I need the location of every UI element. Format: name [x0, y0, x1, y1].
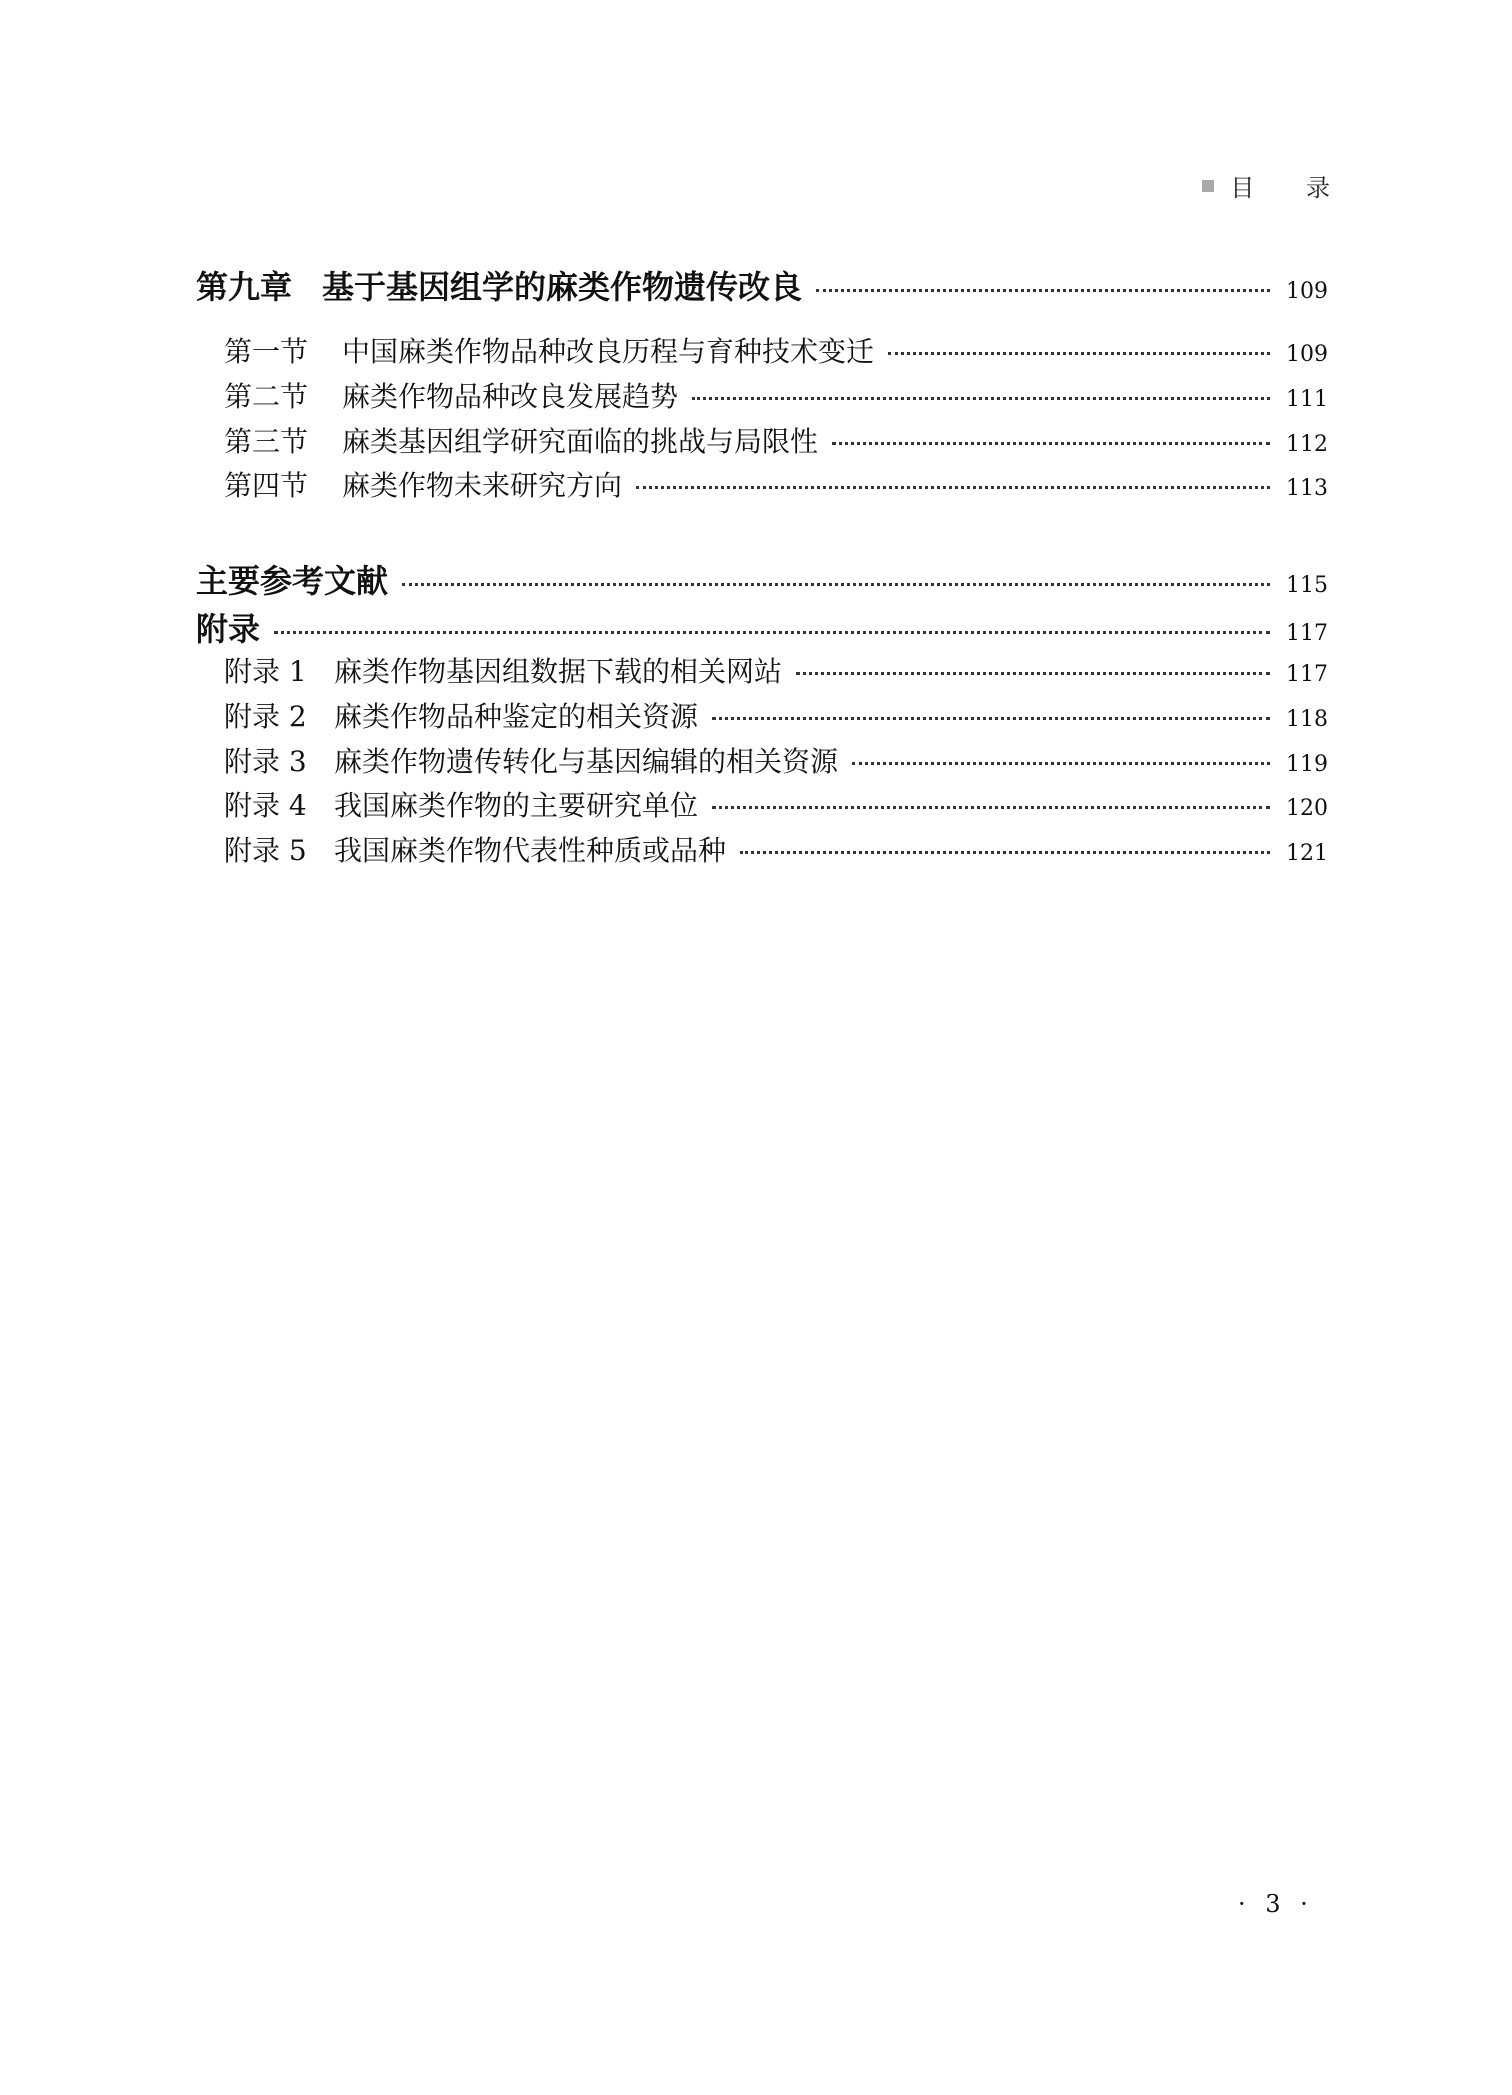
page-number: 117: [1286, 662, 1328, 687]
section-number: 第三节: [224, 425, 309, 458]
toc-entry-appendix-4[interactable]: [0, 784, 1512, 824]
references-title: 主要参考文献: [196, 562, 389, 600]
dot-leader: [832, 442, 1270, 445]
dot-leader: [274, 631, 1270, 634]
toc-entry-appendix-1[interactable]: [0, 650, 1512, 690]
chapter-title: 基于基因组学的麻类作物遗传改良: [322, 268, 803, 306]
running-header-title: 目 录: [1230, 174, 1352, 202]
toc-entry-section-3[interactable]: [0, 420, 1512, 460]
toc-entry-section-2[interactable]: [0, 375, 1512, 415]
section-number: 第二节: [224, 380, 309, 413]
appendix-number: 附录 3: [224, 745, 307, 778]
toc-entry-appendix-2[interactable]: [0, 695, 1512, 735]
appendix-title: 附录: [196, 610, 261, 648]
toc-entry-appendix-5[interactable]: [0, 829, 1512, 869]
dot-leader: [740, 851, 1270, 854]
page-number: 121: [1286, 841, 1328, 866]
page-number: 112: [1286, 432, 1328, 457]
section-title: 麻类基因组学研究面临的挑战与局限性: [342, 425, 819, 458]
toc-entry-appendix[interactable]: [0, 604, 1512, 650]
running-header: [1202, 168, 1352, 203]
page-number: 111: [1286, 387, 1328, 412]
toc-entry-chapter-9[interactable]: [0, 262, 1512, 308]
section-number: 第一节: [224, 335, 309, 368]
appendix-item-title: 我国麻类作物代表性种质或品种: [334, 834, 727, 867]
page-number: 109: [1286, 279, 1328, 304]
page-number: 117: [1286, 621, 1328, 646]
dot-leader: [712, 806, 1270, 809]
page-number: 119: [1286, 752, 1328, 777]
page-number: 115: [1286, 573, 1328, 598]
chapter-number: 第九章: [196, 268, 293, 306]
dot-leader: [796, 672, 1270, 675]
page-number: 113: [1286, 476, 1328, 501]
appendix-number: 附录 5: [224, 834, 307, 867]
page-number: 109: [1286, 342, 1328, 367]
dot-leader: [402, 583, 1270, 586]
section-number: 第四节: [224, 469, 309, 502]
section-title: 麻类作物未来研究方向: [342, 469, 623, 502]
section-title: 中国麻类作物品种改良历程与育种技术变迁: [342, 335, 875, 368]
appendix-item-title: 麻类作物基因组数据下载的相关网站: [334, 655, 783, 688]
page-number: 120: [1286, 796, 1328, 821]
toc-entry-appendix-3[interactable]: [0, 740, 1512, 780]
appendix-item-title: 麻类作物品种鉴定的相关资源: [334, 700, 699, 733]
dot-leader: [712, 717, 1270, 720]
dot-leader: [816, 289, 1270, 292]
appendix-item-title: 麻类作物遗传转化与基因编辑的相关资源: [334, 745, 839, 778]
toc-entry-section-4[interactable]: [0, 464, 1512, 504]
appendix-number: 附录 2: [224, 700, 307, 733]
dot-leader: [636, 486, 1270, 489]
dot-leader: [888, 352, 1270, 355]
appendix-item-title: 我国麻类作物的主要研究单位: [334, 789, 699, 822]
page-footer-number: · 3 ·: [1238, 1890, 1314, 1918]
appendix-number: 附录 1: [224, 655, 307, 688]
appendix-number: 附录 4: [224, 789, 307, 822]
section-title: 麻类作物品种改良发展趋势: [342, 380, 679, 413]
square-bullet-icon: [1202, 180, 1214, 192]
dot-leader: [852, 762, 1270, 765]
toc-entry-references[interactable]: [0, 556, 1512, 602]
toc-entry-section-1[interactable]: [0, 330, 1512, 370]
dot-leader: [692, 397, 1270, 400]
page-number: 118: [1286, 707, 1328, 732]
